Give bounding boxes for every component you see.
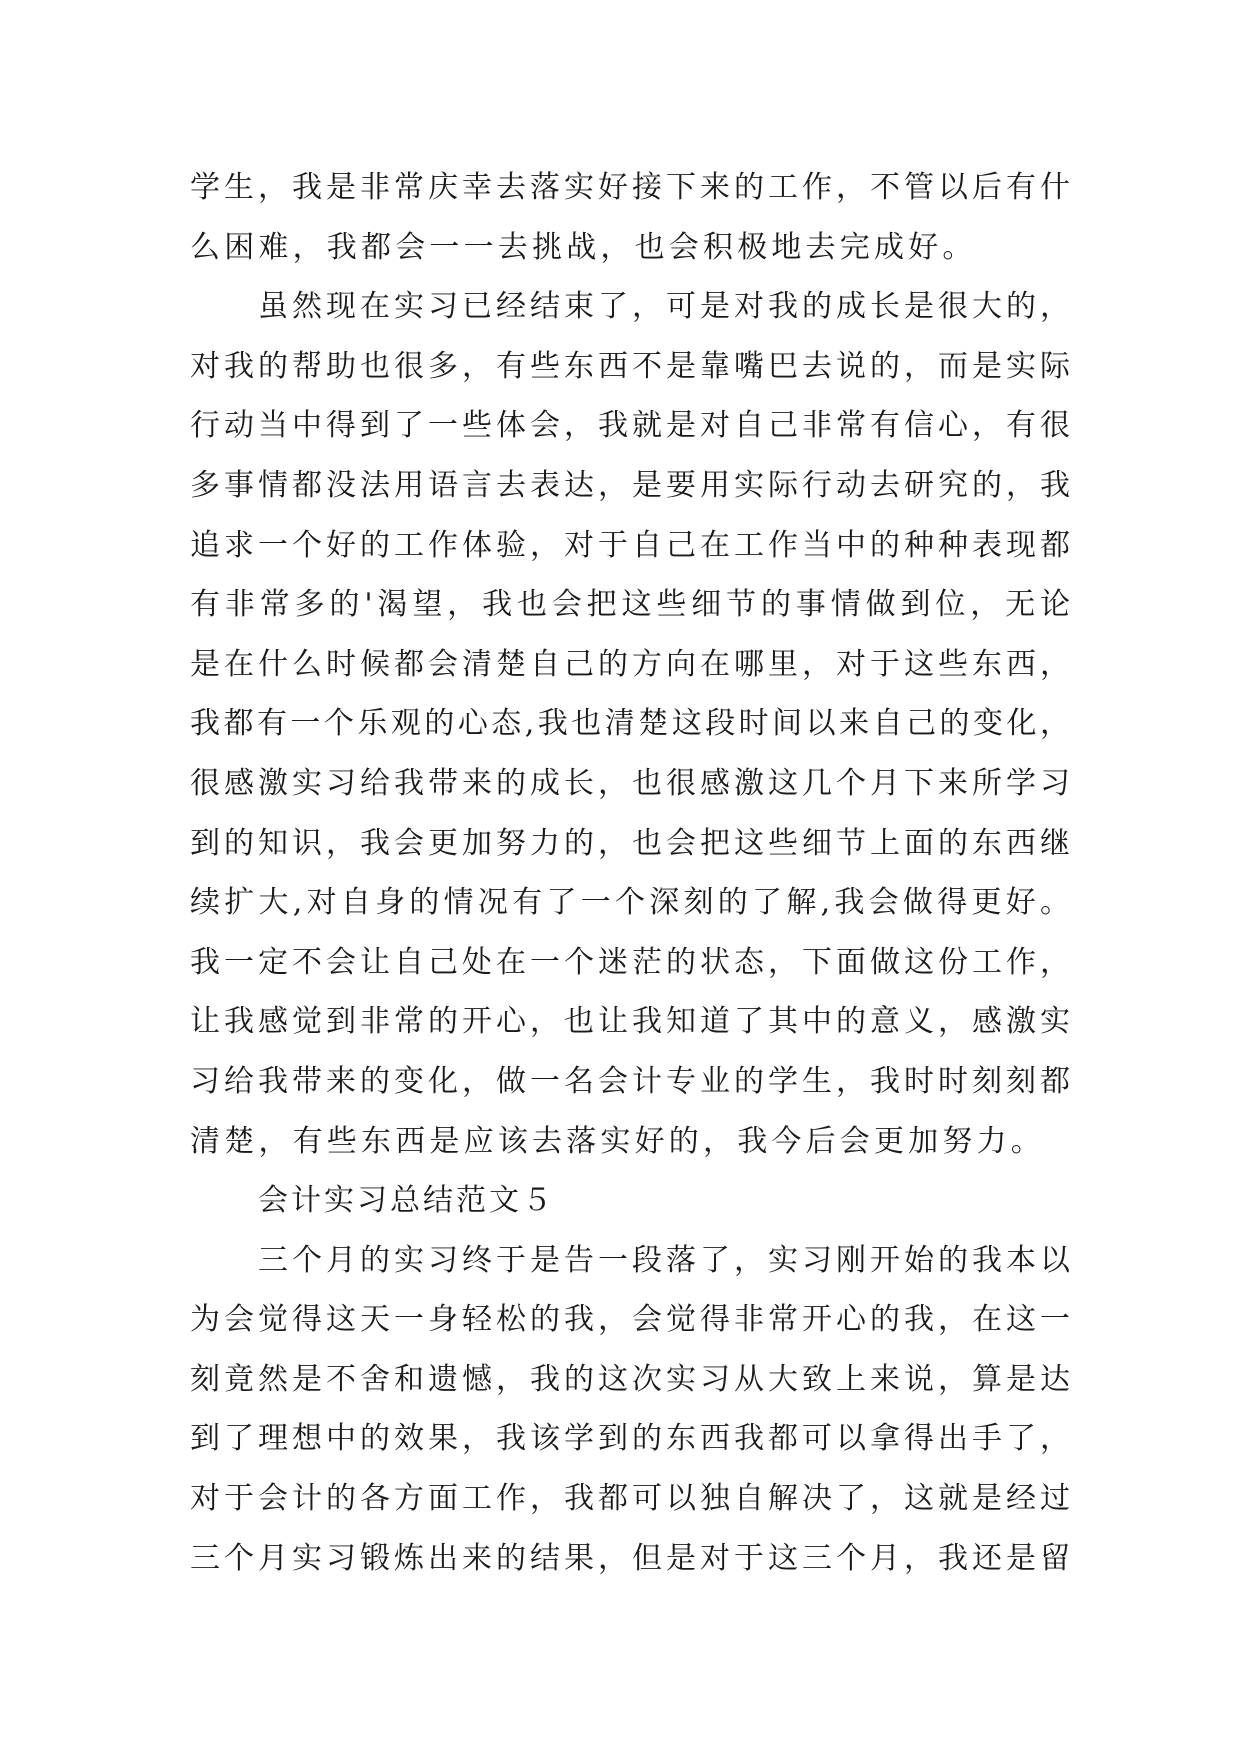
text-line: 清楚，有些东西是应该去落实好的，我今后会更加努力。 [190, 1123, 1045, 1159]
text-line: 是在什么时候都会清楚自己的方向在哪里，对于这些东西， [190, 646, 1070, 682]
text-line: 到的知识，我会更加努力的，也会把这些细节上面的东西继 [190, 825, 1070, 861]
text-line: 到了理想中的效果，我该学到的东西我都可以拿得出手了， [190, 1421, 1070, 1457]
text-line: 让我感觉到非常的开心，也让我知道了其中的意义，感激实 [190, 1004, 1070, 1040]
document-body [190, 158, 1070, 1588]
section-heading: 会计实习总结范文５ [258, 1183, 555, 1219]
text-line: 多事情都没法用语言去表达，是要用实际行动去研究的，我 [190, 467, 1070, 503]
text-line: 对于会计的各方面工作，我都可以独自解决了，这就是经过 [190, 1481, 1070, 1517]
text-line: 很感激实习给我带来的成长，也很感激这几个月下来所学习 [190, 765, 1070, 801]
text-line: 行动当中得到了一些体会，我就是对自己非常有信心，有很 [190, 408, 1070, 444]
text-line: 对我的帮助也很多，有些东西不是靠嘴巴去说的，而是实际 [190, 348, 1070, 384]
text-line: 刻竟然是不舍和遗憾，我的这次实习从大致上来说，算是达 [190, 1361, 1070, 1397]
text-line: 追求一个好的工作体验，对于自己在工作当中的种种表现都 [190, 527, 1070, 563]
text-line: 么困难，我都会一一去挑战，也会积极地去完成好。 [190, 229, 977, 265]
text-line: 续扩大,对自身的情况有了一个深刻的了解,我会做得更好。 [190, 885, 1070, 921]
text-line: 三个月的实习终于是告一段落了，实习刚开始的我本以 [258, 1242, 1070, 1278]
text-line: 我一定不会让自己处在一个迷茫的状态，下面做这份工作， [190, 944, 1070, 980]
text-line: 虽然现在实习已经结束了，可是对我的成长是很大的， [258, 289, 1070, 325]
text-line: 习给我带来的变化，做一名会计专业的学生，我时时刻刻都 [190, 1063, 1070, 1099]
text-line: 有非常多的'渴望，我也会把这些细节的事情做到位，无论 [190, 587, 1070, 623]
text-line: 三个月实习锻炼出来的结果，但是对于这三个月，我还是留 [190, 1540, 1070, 1576]
text-line: 为会觉得这天一身轻松的我，会觉得非常开心的我，在这一 [190, 1302, 1070, 1338]
text-line: 我都有一个乐观的心态,我也清楚这段时间以来自己的变化， [190, 706, 1070, 742]
text-line: 学生，我是非常庆幸去落实好接下来的工作，不管以后有什 [190, 170, 1070, 205]
